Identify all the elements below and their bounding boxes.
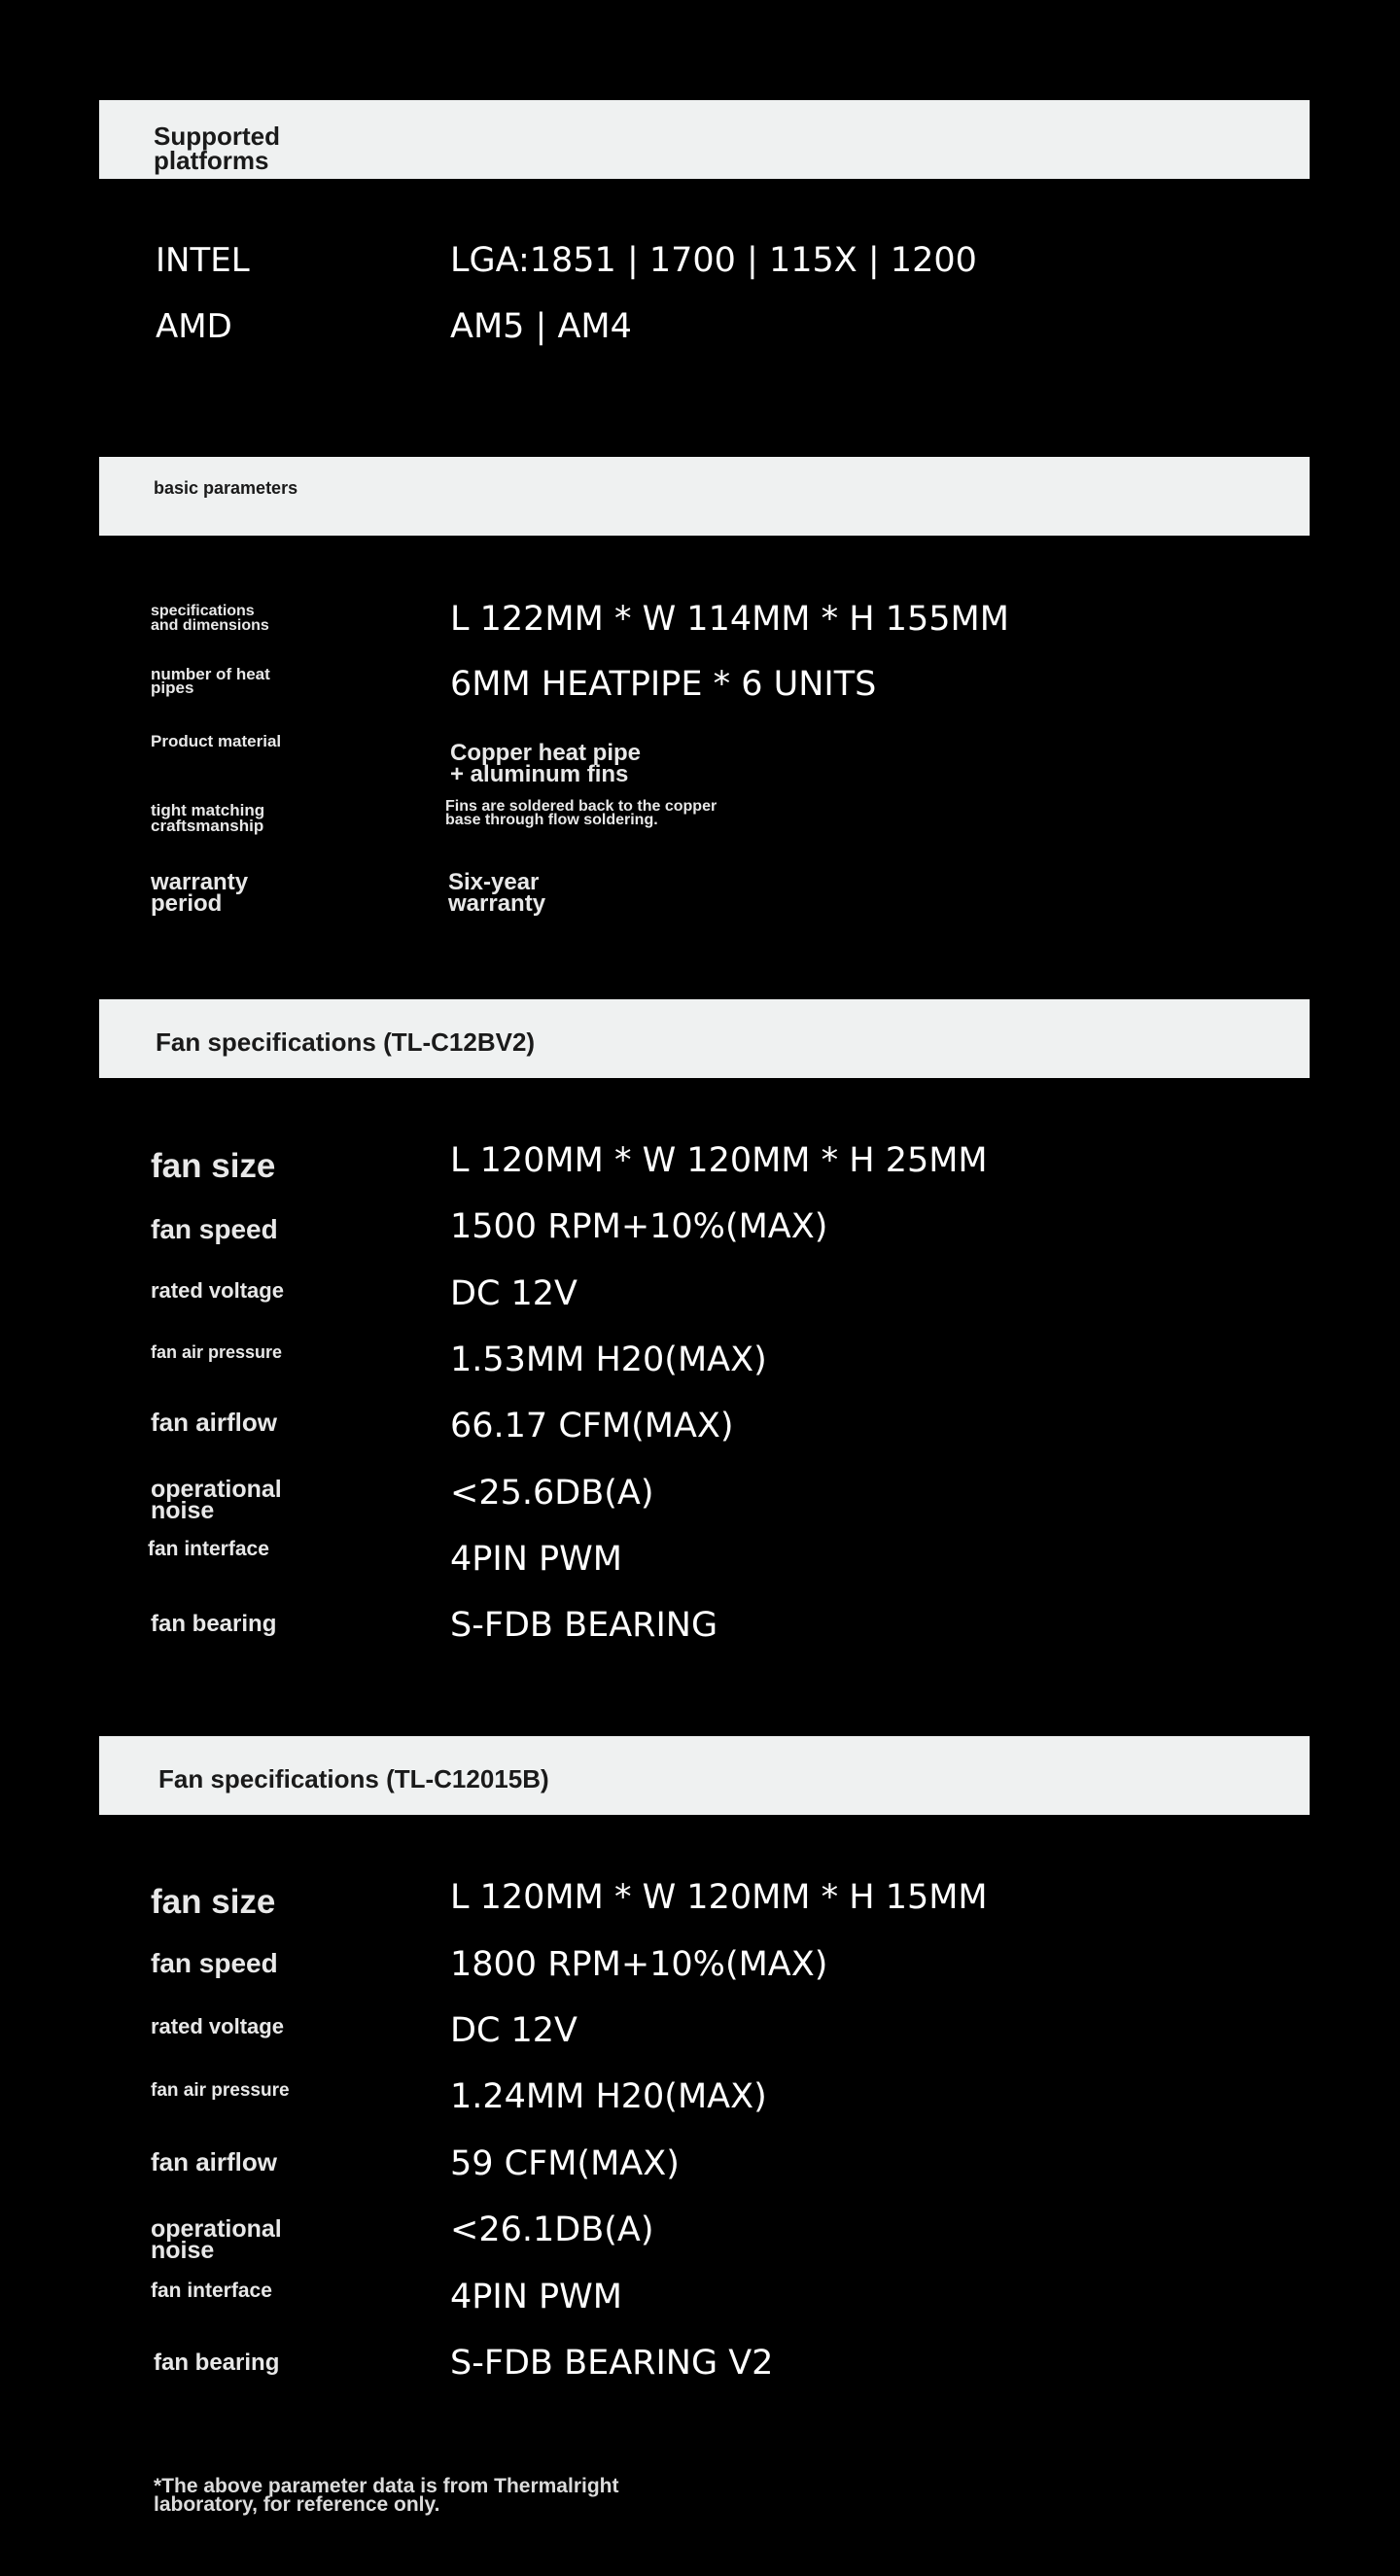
section-title-basic: basic parameters (154, 478, 298, 498)
fan1-interface-value: 4PIN PWM (450, 1540, 622, 1579)
fan1-size-label: fan size (151, 1147, 276, 1185)
fan1-speed-value: 1500 RPM+10%(MAX) (450, 1207, 828, 1246)
fan2-speed-label: fan speed (151, 1948, 278, 1978)
fan2-interface-value: 4PIN PWM (450, 2278, 622, 2316)
fan2-bearing-value: S-FDB BEARING V2 (450, 2344, 774, 2383)
basic-craftsmanship-value: Fins are soldered back to the copper base through flow soldering. (445, 798, 718, 828)
fan1-noise-label: operational noise (151, 1476, 282, 1524)
basic-heatpipes-label: number of heat pipes (151, 665, 270, 697)
platform-amd-label: AMD (156, 307, 232, 346)
fan1-size-value: L 120MM * W 120MM * H 25MM (450, 1141, 988, 1180)
fan1-speed-label: fan speed (151, 1214, 278, 1244)
section-title-fan2: Fan specifications (TL-C12015B) (158, 1764, 549, 1793)
fan1-bearing-label: fan bearing (151, 1611, 277, 1637)
section-header-platforms (99, 100, 1310, 179)
fan2-pressure-label: fan air pressure (151, 2080, 290, 2101)
fan2-voltage-label: rated voltage (151, 2014, 284, 2038)
section-title-fan1: Fan specifications (TL-C12BV2) (156, 1027, 536, 1057)
fan2-airflow-value: 59 CFM(MAX) (450, 2144, 680, 2183)
footnote-disclaimer: *The above parameter data is from Thermalright laboratory, for reference only. (154, 2475, 619, 2516)
fan1-interface-label: fan interface (148, 1538, 269, 1560)
fan2-voltage-value: DC 12V (450, 2011, 578, 2050)
fan1-airflow-value: 66.17 CFM(MAX) (450, 1407, 734, 1445)
fan1-pressure-label: fan air pressure (151, 1342, 283, 1362)
fan2-interface-label: fan interface (151, 2280, 272, 2302)
fan2-airflow-label: fan airflow (151, 2147, 278, 2176)
fan1-voltage-label: rated voltage (151, 1278, 284, 1303)
platform-intel-value: LGA:1851 | 1700 | 115X | 1200 (450, 241, 977, 280)
fan2-size-label: fan size (151, 1883, 276, 1921)
fan1-noise-value: <25.6DB(A) (450, 1474, 654, 1513)
section-title-platforms: Supported platforms (154, 122, 280, 175)
platform-amd-value: AM5 | AM4 (450, 307, 632, 346)
basic-warranty-label: warranty period (151, 869, 249, 917)
fan2-speed-value: 1800 RPM+10%(MAX) (450, 1945, 828, 1984)
basic-heatpipes-value: 6MM HEATPIPE * 6 UNITS (450, 665, 877, 704)
fan2-noise-value: <26.1DB(A) (450, 2210, 654, 2249)
basic-material-label: Product material (151, 732, 282, 750)
basic-material-value: Copper heat pipe + aluminum fins (450, 740, 642, 787)
basic-craftsmanship-label: tight matching craftsmanship (151, 801, 265, 835)
fan1-airflow-label: fan airflow (151, 1408, 278, 1437)
platform-intel-label: INTEL (156, 241, 250, 280)
fan1-voltage-value: DC 12V (450, 1274, 578, 1313)
fan2-size-value: L 120MM * W 120MM * H 15MM (450, 1878, 988, 1917)
fan2-pressure-value: 1.24MM H20(MAX) (450, 2077, 767, 2116)
fan2-noise-label: operational noise (151, 2215, 282, 2264)
fan2-bearing-label: fan bearing (154, 2350, 280, 2376)
fan1-bearing-value: S-FDB BEARING (450, 1606, 718, 1645)
basic-dimensions-value: L 122MM * W 114MM * H 155MM (450, 600, 1009, 639)
basic-dimensions-label: specifications and dimensions (151, 603, 269, 634)
basic-warranty-value: Six-year warranty (448, 869, 546, 917)
fan1-pressure-value: 1.53MM H20(MAX) (450, 1340, 767, 1379)
